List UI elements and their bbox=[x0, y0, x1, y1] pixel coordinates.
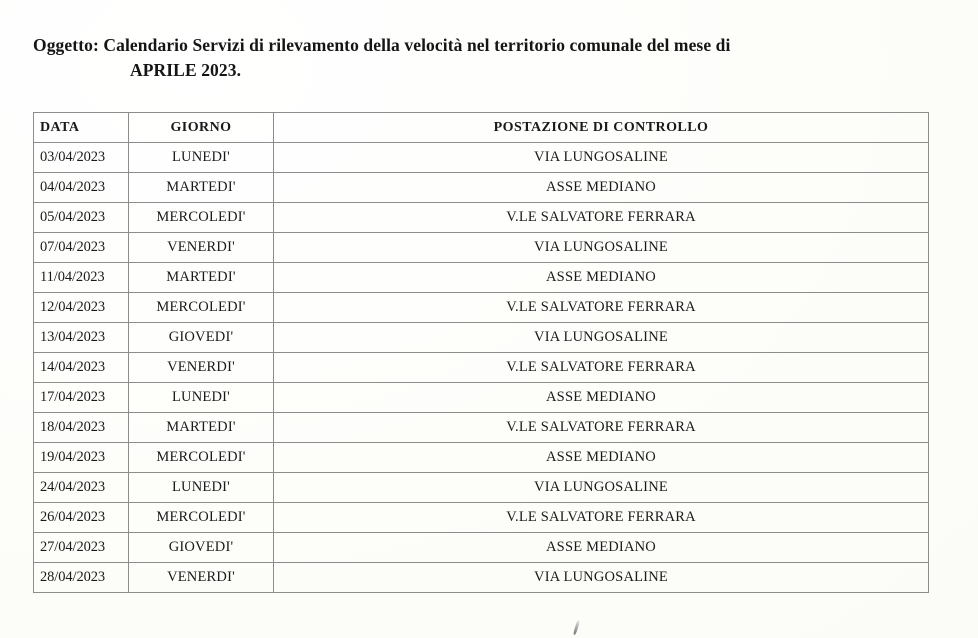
document-subject bbox=[33, 33, 933, 83]
cell-day: MERCOLEDI' bbox=[129, 503, 274, 533]
cell-day: MARTEDI' bbox=[129, 263, 274, 293]
schedule-table bbox=[33, 112, 929, 593]
cell-day: GIOVEDI' bbox=[129, 323, 274, 353]
table-row bbox=[34, 533, 929, 563]
cell-date: 18/04/2023 bbox=[34, 413, 129, 443]
cell-day: MARTEDI' bbox=[129, 413, 274, 443]
cell-date: 07/04/2023 bbox=[34, 233, 129, 263]
cell-place: VIA LUNGOSALINE bbox=[274, 323, 929, 353]
cell-day: MARTEDI' bbox=[129, 173, 274, 203]
cell-date: 12/04/2023 bbox=[34, 293, 129, 323]
table-row bbox=[34, 233, 929, 263]
cell-date: 13/04/2023 bbox=[34, 323, 129, 353]
cell-place: V.LE SALVATORE FERRARA bbox=[274, 203, 929, 233]
subject-line-2: APRILE 2023. bbox=[130, 60, 242, 80]
cell-place: ASSE MEDIANO bbox=[274, 173, 929, 203]
cell-place: ASSE MEDIANO bbox=[274, 533, 929, 563]
cell-place: VIA LUNGOSALINE bbox=[274, 233, 929, 263]
subject-line-1: Oggetto: Calendario Servizi di rilevamento della velocità nel territorio comunale del mese di bbox=[33, 35, 731, 55]
cell-place: VIA LUNGOSALINE bbox=[274, 473, 929, 503]
cell-date: 27/04/2023 bbox=[34, 533, 129, 563]
cell-date: 11/04/2023 bbox=[34, 263, 129, 293]
cell-date: 04/04/2023 bbox=[34, 173, 129, 203]
table-row bbox=[34, 323, 929, 353]
cell-place: VIA LUNGOSALINE bbox=[274, 563, 929, 593]
table-row bbox=[34, 203, 929, 233]
cell-day: GIOVEDI' bbox=[129, 533, 274, 563]
cell-place: V.LE SALVATORE FERRARA bbox=[274, 353, 929, 383]
table-row bbox=[34, 443, 929, 473]
table-header bbox=[34, 113, 929, 143]
cell-place: V.LE SALVATORE FERRARA bbox=[274, 293, 929, 323]
table-row bbox=[34, 413, 929, 443]
table-header-row bbox=[34, 113, 929, 143]
cell-day: VENERDI' bbox=[129, 353, 274, 383]
cell-day: MERCOLEDI' bbox=[129, 293, 274, 323]
table-row bbox=[34, 473, 929, 503]
table-row bbox=[34, 263, 929, 293]
table-row bbox=[34, 173, 929, 203]
cell-place: ASSE MEDIANO bbox=[274, 443, 929, 473]
cell-day: VENERDI' bbox=[129, 563, 274, 593]
column-header-date: DATA bbox=[34, 113, 129, 143]
cell-place: V.LE SALVATORE FERRARA bbox=[274, 413, 929, 443]
cell-date: 26/04/2023 bbox=[34, 503, 129, 533]
cell-date: 24/04/2023 bbox=[34, 473, 129, 503]
table-row bbox=[34, 293, 929, 323]
column-header-day: GIORNO bbox=[129, 113, 274, 143]
column-header-place: POSTAZIONE DI CONTROLLO bbox=[274, 113, 929, 143]
table-row bbox=[34, 143, 929, 173]
cell-day: LUNEDI' bbox=[129, 143, 274, 173]
cell-place: V.LE SALVATORE FERRARA bbox=[274, 503, 929, 533]
cell-day: LUNEDI' bbox=[129, 383, 274, 413]
cell-day: MERCOLEDI' bbox=[129, 203, 274, 233]
cell-date: 03/04/2023 bbox=[34, 143, 129, 173]
cell-date: 17/04/2023 bbox=[34, 383, 129, 413]
cell-date: 14/04/2023 bbox=[34, 353, 129, 383]
cell-date: 19/04/2023 bbox=[34, 443, 129, 473]
cell-date: 28/04/2023 bbox=[34, 563, 129, 593]
table-body bbox=[34, 143, 929, 593]
table-row bbox=[34, 383, 929, 413]
cell-place: VIA LUNGOSALINE bbox=[274, 143, 929, 173]
cell-day: LUNEDI' bbox=[129, 473, 274, 503]
table-row bbox=[34, 503, 929, 533]
schedule-table-container bbox=[33, 112, 928, 593]
cell-place: ASSE MEDIANO bbox=[274, 263, 929, 293]
cell-day: MERCOLEDI' bbox=[129, 443, 274, 473]
cell-place: ASSE MEDIANO bbox=[274, 383, 929, 413]
table-row bbox=[34, 353, 929, 383]
cell-date: 05/04/2023 bbox=[34, 203, 129, 233]
cell-day: VENERDI' bbox=[129, 233, 274, 263]
table-row bbox=[34, 563, 929, 593]
